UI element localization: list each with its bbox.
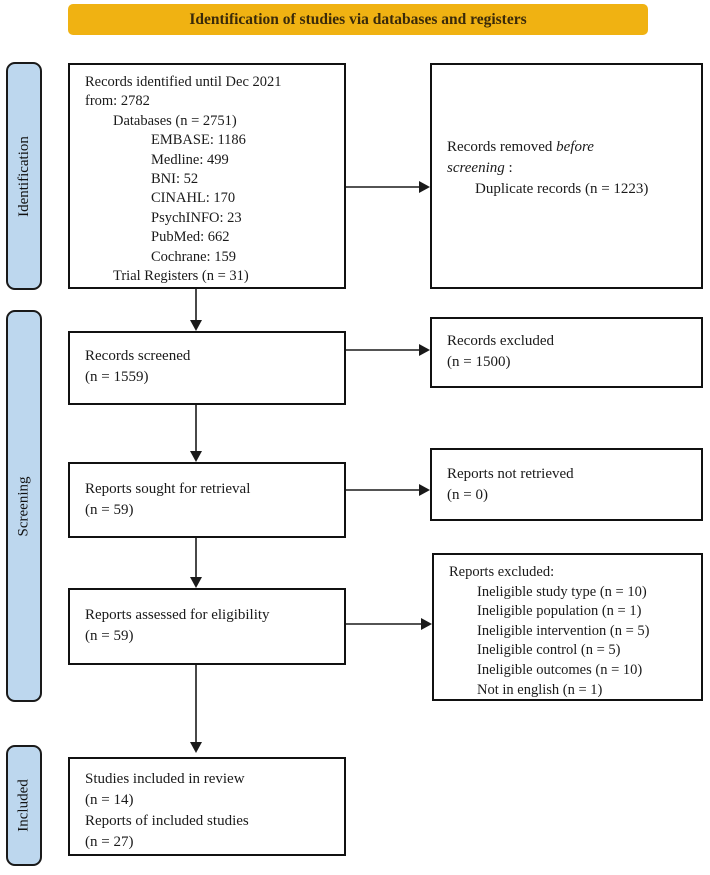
records-excluded-count: (n = 1500) (447, 354, 511, 370)
reports-excluded-item: Ineligible study type (n = 10) (477, 583, 647, 600)
arrowhead-assessed-to-included (190, 742, 202, 753)
reports-excluded-item: Ineligible outcomes (n = 10) (477, 661, 643, 678)
records-identified-line: from: 2782 (85, 93, 150, 110)
stage-label-identification (6, 62, 42, 290)
records-identified-line: BNI: 52 (151, 171, 199, 188)
box-records-identified (68, 63, 346, 289)
box-reports-not-retrieved (430, 448, 703, 521)
reports-assessed-count: (n = 59) (85, 628, 134, 644)
reports-assessed-line: Reports assessed for eligibility (85, 607, 270, 623)
reports-not-retrieved-count: (n = 0) (447, 487, 488, 503)
records-identified-line: EMBASE: 1186 (151, 132, 246, 149)
records-identified-line: PsychINFO: 23 (151, 209, 242, 226)
banner-title: Identification of studies via databases and registers (68, 4, 648, 35)
records-identified-line: Trial Registers (n = 31) (113, 268, 249, 285)
arrowhead-sought-to-assessed (190, 577, 202, 588)
arrowhead-assessed-to-reports-excluded (421, 618, 432, 630)
reports-sought-count: (n = 59) (85, 502, 134, 518)
arrowhead-sought-to-not-retrieved (419, 484, 430, 496)
arrowhead-screened-to-excluded (419, 344, 430, 356)
records-identified-line: Medline: 499 (151, 151, 229, 168)
reports-included-line: Reports of included studies (85, 813, 249, 829)
arrowhead-identified-to-screened (190, 320, 202, 331)
reports-excluded-title: Reports excluded: (449, 564, 555, 580)
reports-sought-line: Reports sought for retrieval (85, 481, 251, 497)
reports-not-retrieved-line: Reports not retrieved (447, 466, 574, 482)
studies-included-count: (n = 14) (85, 792, 134, 808)
records-identified-line: Databases (n = 2751) (113, 112, 237, 129)
box-reports-assessed (68, 588, 346, 665)
records-removed-item: Duplicate records (n = 1223) (475, 181, 649, 197)
records-identified-line: Records identified until Dec 2021 (85, 74, 282, 90)
records-removed-line: Records removed before (447, 139, 594, 155)
stage-label-identification-text: Identification (15, 135, 32, 217)
box-reports-sought (68, 462, 346, 538)
reports-excluded-item: Ineligible control (n = 5) (477, 642, 621, 659)
stage-label-screening (6, 310, 42, 702)
reports-excluded-item: Ineligible population (n = 1) (477, 603, 642, 620)
reports-excluded-item: Not in english (n = 1) (477, 681, 603, 698)
stage-label-included (6, 745, 42, 866)
arrowhead-screened-to-sought (190, 451, 202, 462)
stage-label-included-text: Included (15, 779, 32, 832)
box-records-excluded (430, 317, 703, 388)
records-screened-line: Records screened (85, 348, 191, 364)
box-reports-excluded (432, 553, 703, 701)
studies-included-line: Studies included in review (85, 771, 245, 787)
records-identified-line: CINAHL: 170 (151, 190, 236, 207)
box-records-screened (68, 331, 346, 405)
reports-included-count: (n = 27) (85, 834, 134, 850)
records-identified-line: Cochrane: 159 (151, 248, 236, 265)
reports-excluded-item: Ineligible intervention (n = 5) (477, 622, 650, 639)
records-screened-count: (n = 1559) (85, 369, 149, 385)
box-studies-included (68, 757, 346, 856)
records-excluded-line: Records excluded (447, 333, 555, 349)
records-removed-line: screening : (447, 160, 513, 176)
box-records-removed (430, 63, 703, 289)
records-identified-line: PubMed: 662 (151, 229, 230, 246)
arrowhead-identified-to-removed (419, 181, 430, 193)
stage-label-screening-text: Screening (15, 476, 32, 536)
